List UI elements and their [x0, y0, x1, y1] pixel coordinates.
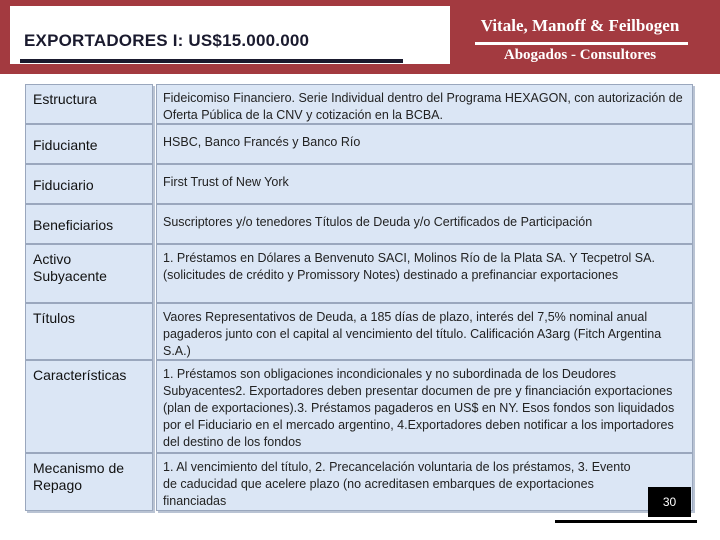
table-row: [25, 124, 695, 164]
row-value-cell: [156, 244, 693, 303]
row-value: Fideicomiso Financiero. Serie Individual dentro del Programa HEXAGON, con autorización de Oferta Pública de la CNV y cotización en la BCBA.: [163, 91, 683, 122]
row-label-cell: [25, 164, 153, 204]
row-value: 1. Al vencimiento del título, 2. Precancelación voluntaria de los préstamos, 3. Evento de caducidad que acelere plazo (no acreditasen embarques de exportaciones financiadas: [163, 460, 631, 508]
terms-table: [25, 84, 695, 511]
firm-subtitle: Abogados - Consultores: [503, 47, 657, 63]
row-label-cell: [25, 303, 153, 360]
page-number: 30: [648, 487, 691, 517]
row-label: Fiduciante: [33, 137, 98, 153]
row-value-cell: [156, 84, 693, 124]
row-value-cell: [156, 360, 693, 453]
row-label: Títulos: [33, 310, 76, 326]
row-label-cell: [25, 124, 153, 164]
row-label-cell: [25, 204, 153, 244]
footer-rule: [555, 520, 697, 523]
table-row: [25, 84, 695, 124]
title-box: [10, 6, 450, 64]
row-value: 1. Préstamos son obligaciones incondicionales y no subordinada de los Deudores Subyacentes2. Exportadores deben presentar documen de pre y financiación exportaciones (plan de exportaciones).3. Préstamos pagaderos en US$ en NY. Esos fondos son liquidados por el Fiduciario en el mercado argentino, 4.Exportadores deben notificar a los importadores del destino de los fondos: [163, 367, 675, 449]
table-row: [25, 453, 695, 511]
row-label: Características: [33, 367, 127, 383]
row-label-cell: [25, 244, 153, 303]
row-label: Fiduciario: [33, 177, 94, 193]
row-value: 1. Préstamos en Dólares a Benvenuto SACI, Molinos Río de la Plata SA. Y Tecpetrol SA.(solicitudes de crédito y Promissory Notes) destinado a prefinanciar exportaciones: [163, 251, 655, 282]
row-label: Beneficiarios: [33, 217, 114, 233]
row-value-cell: [156, 164, 693, 204]
row-label: Mecanismo de Repago: [33, 460, 125, 493]
table-row: [25, 360, 695, 453]
table-row: [25, 244, 695, 303]
row-value: Vaores Representativos de Deuda, a 185 días de plazo, interés del 7,5% nominal anual pagaderos junto con el capital al vencimiento del título. Calificación A3arg (Fitch Argentina S.A.): [163, 310, 662, 358]
row-label: Estructura: [33, 91, 97, 107]
row-value: HSBC, Banco Francés y Banco Río: [163, 135, 361, 149]
row-label-cell: [25, 360, 153, 453]
row-label-cell: [25, 453, 153, 511]
firm-divider: [475, 42, 688, 45]
table-row: [25, 303, 695, 360]
row-value-cell: [156, 453, 693, 511]
row-value-cell: [156, 124, 693, 164]
row-value-cell: [156, 204, 693, 244]
row-value: Suscriptores y/o tenedores Títulos de Deuda y/o Certificados de Participación: [163, 215, 593, 229]
row-value-cell: [156, 303, 693, 360]
row-label-cell: [25, 84, 153, 124]
slide-title: EXPORTADORES I: US$15.000.000: [24, 31, 310, 50]
table-row: [25, 164, 695, 204]
title-underline: [20, 59, 403, 63]
row-label: Activo Subyacente: [33, 251, 107, 284]
table-row: [25, 204, 695, 244]
firm-name: Vitale, Manoff & Feilbogen: [480, 16, 680, 35]
row-value: First Trust of New York: [163, 175, 289, 189]
